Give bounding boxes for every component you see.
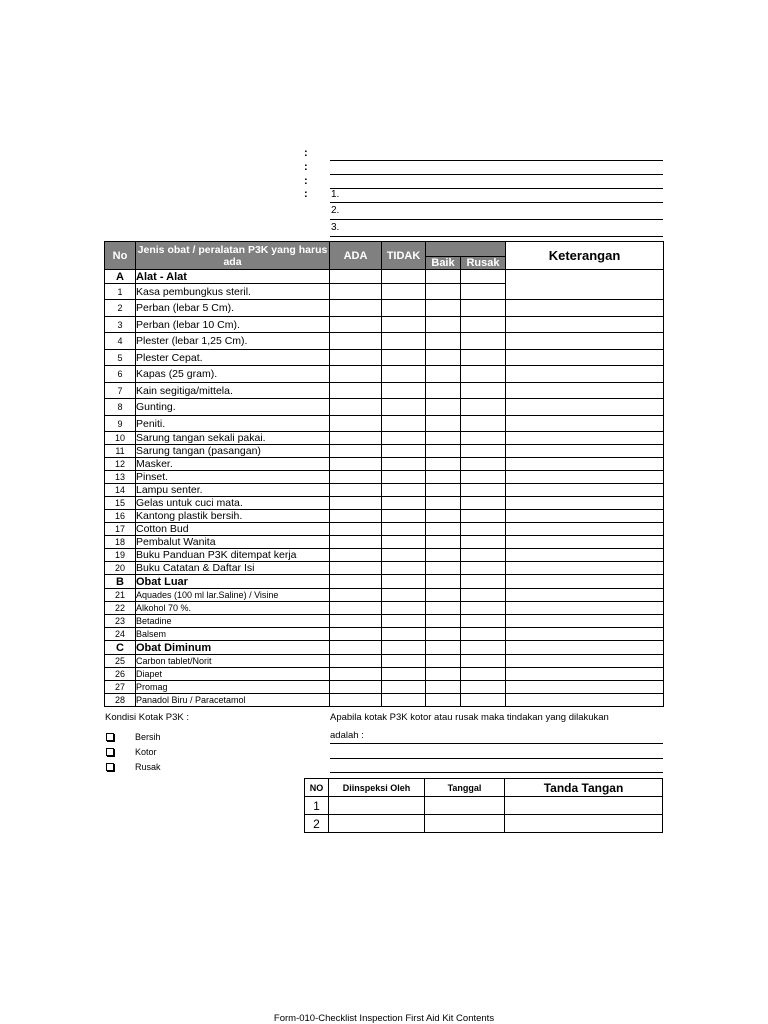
check-cell-tidak[interactable] xyxy=(382,523,426,536)
sig-cell-sign[interactable] xyxy=(505,797,663,815)
option-rusak: Rusak xyxy=(135,762,161,772)
check-cell-baik[interactable] xyxy=(426,536,461,549)
keterangan-cell[interactable] xyxy=(506,681,664,694)
item-number: 5 xyxy=(105,350,136,366)
header-baik: Baik xyxy=(426,257,461,270)
option-kotor: Kotor xyxy=(135,747,157,757)
keterangan-cell[interactable] xyxy=(506,694,664,707)
check-cell-baik[interactable] xyxy=(426,668,461,681)
check-cell-tidak[interactable] xyxy=(382,536,426,549)
check-cell-tidak[interactable] xyxy=(382,484,426,497)
check-cell-ada[interactable] xyxy=(330,458,382,471)
check-cell-ada[interactable] xyxy=(330,416,382,432)
check-cell[interactable] xyxy=(461,575,506,589)
check-cell-tidak[interactable] xyxy=(382,681,426,694)
keterangan-cell[interactable] xyxy=(506,523,664,536)
item-number: 12 xyxy=(105,458,136,471)
field-line[interactable] xyxy=(330,219,663,220)
item-number: 26 xyxy=(105,668,136,681)
item-row xyxy=(105,602,664,615)
check-cell-tidak[interactable] xyxy=(382,497,426,510)
colon: : xyxy=(304,188,308,200)
item-name: Lampu senter. xyxy=(136,484,330,497)
check-cell-ada[interactable] xyxy=(330,523,382,536)
item-number: 20 xyxy=(105,562,136,575)
keterangan-cell[interactable] xyxy=(506,300,664,317)
check-cell-rusak[interactable] xyxy=(461,562,506,575)
item-row xyxy=(105,284,664,300)
check-cell-ada[interactable] xyxy=(330,615,382,628)
checklist-table xyxy=(104,241,664,707)
item-number: 23 xyxy=(105,615,136,628)
item-number: 24 xyxy=(105,628,136,641)
keterangan-cell[interactable] xyxy=(506,458,664,471)
check-cell-ada[interactable] xyxy=(330,562,382,575)
keterangan-cell[interactable] xyxy=(506,350,664,366)
keterangan-cell[interactable] xyxy=(506,317,664,333)
keterangan-cell[interactable] xyxy=(506,602,664,615)
item-name: Plester (lebar 1,25 Cm). xyxy=(136,333,330,350)
item-row xyxy=(105,628,664,641)
sig-cell-inspector[interactable] xyxy=(329,815,425,833)
option-bersih: Bersih xyxy=(135,732,161,742)
check-cell[interactable] xyxy=(426,641,461,655)
check-cell[interactable] xyxy=(330,575,382,589)
check-cell-baik[interactable] xyxy=(426,471,461,484)
keterangan-cell[interactable] xyxy=(506,383,664,399)
keterangan-cell[interactable] xyxy=(506,641,664,655)
check-cell-baik[interactable] xyxy=(426,681,461,694)
action-text-2: adalah : xyxy=(330,730,364,741)
check-cell[interactable] xyxy=(382,270,426,284)
check-cell-rusak[interactable] xyxy=(461,416,506,432)
sig-header-no: NO xyxy=(305,779,329,797)
item-name: Carbon tablet/Norit xyxy=(136,655,330,668)
item-name: Masker. xyxy=(136,458,330,471)
check-cell-tidak[interactable] xyxy=(382,615,426,628)
item-row xyxy=(105,497,664,510)
check-cell-baik[interactable] xyxy=(426,284,461,300)
sig-row-no: 1 xyxy=(305,797,329,815)
item-name: Sarung tangan sekali pakai. xyxy=(136,432,330,445)
sig-row-no: 2 xyxy=(305,815,329,833)
footer: Form-010-Checklist Inspection First Aid Kit Contents xyxy=(273,1013,495,1024)
checkbox-rusak[interactable] xyxy=(106,763,114,771)
item-row xyxy=(105,399,664,416)
check-cell-baik[interactable] xyxy=(426,615,461,628)
check-cell-baik[interactable] xyxy=(426,366,461,383)
check-cell-tidak[interactable] xyxy=(382,416,426,432)
header-jenis: Jenis obat / peralatan P3K yang harus ada xyxy=(136,242,330,270)
item-number: 28 xyxy=(105,694,136,707)
item-number: 11 xyxy=(105,445,136,458)
keterangan-cell[interactable] xyxy=(506,416,664,432)
item-row xyxy=(105,655,664,668)
check-cell-ada[interactable] xyxy=(330,399,382,416)
check-cell-tidak[interactable] xyxy=(382,366,426,383)
check-cell-rusak[interactable] xyxy=(461,549,506,562)
item-name: Sarung tangan (pasangan) xyxy=(136,445,330,458)
check-cell-ada[interactable] xyxy=(330,668,382,681)
check-cell-tidak[interactable] xyxy=(382,562,426,575)
check-cell-baik[interactable] xyxy=(426,589,461,602)
check-cell[interactable] xyxy=(382,641,426,655)
sig-cell-date[interactable] xyxy=(425,797,505,815)
sig-cell-sign[interactable] xyxy=(505,815,663,833)
check-cell-tidak[interactable] xyxy=(382,350,426,366)
sig-header-sign: Tanda Tangan xyxy=(505,779,663,797)
check-cell-rusak[interactable] xyxy=(461,497,506,510)
check-cell[interactable] xyxy=(382,575,426,589)
check-cell-tidak[interactable] xyxy=(382,471,426,484)
check-cell-ada[interactable] xyxy=(330,350,382,366)
keterangan-cell[interactable] xyxy=(506,399,664,416)
item-number: 22 xyxy=(105,602,136,615)
item-name: Buku Panduan P3K ditempat kerja xyxy=(136,549,330,562)
check-cell-rusak[interactable] xyxy=(461,668,506,681)
header-condition xyxy=(426,242,506,257)
check-cell-rusak[interactable] xyxy=(461,589,506,602)
check-cell-baik[interactable] xyxy=(426,694,461,707)
check-cell-baik[interactable] xyxy=(426,445,461,458)
numbered-label: 2. xyxy=(331,205,340,216)
check-cell-baik[interactable] xyxy=(426,333,461,350)
checkbox-bersih[interactable] xyxy=(106,733,114,741)
item-name: Pinset. xyxy=(136,471,330,484)
check-cell-rusak[interactable] xyxy=(461,681,506,694)
section-row xyxy=(105,575,664,589)
check-cell-rusak[interactable] xyxy=(461,458,506,471)
keterangan-cell[interactable] xyxy=(506,628,664,641)
item-row xyxy=(105,510,664,523)
item-number: 2 xyxy=(105,300,136,317)
header-rusak: Rusak xyxy=(461,257,506,270)
section-code: A xyxy=(105,270,136,284)
item-name: Kain segitiga/mittela. xyxy=(136,383,330,399)
check-cell-rusak[interactable] xyxy=(461,383,506,399)
signature-table xyxy=(304,778,663,833)
numbered-label: 1. xyxy=(331,189,340,200)
check-cell-tidak[interactable] xyxy=(382,317,426,333)
item-row xyxy=(105,416,664,432)
check-cell-tidak[interactable] xyxy=(382,655,426,668)
item-number: 14 xyxy=(105,484,136,497)
action-line[interactable] xyxy=(330,743,663,744)
check-cell-baik[interactable] xyxy=(426,399,461,416)
check-cell-rusak[interactable] xyxy=(461,399,506,416)
action-text: Apabila kotak P3K kotor atau rusak maka tindakan yang dilakukan xyxy=(330,712,609,723)
colon: : xyxy=(304,161,308,173)
item-row xyxy=(105,445,664,458)
check-cell-rusak[interactable] xyxy=(461,350,506,366)
sig-header-inspector: Diinspeksi Oleh xyxy=(329,779,425,797)
check-cell-rusak[interactable] xyxy=(461,484,506,497)
item-name: Plester Cepat. xyxy=(136,350,330,366)
item-name: Peniti. xyxy=(136,416,330,432)
keterangan-cell[interactable] xyxy=(506,471,664,484)
check-cell[interactable] xyxy=(330,641,382,655)
check-cell-ada[interactable] xyxy=(330,549,382,562)
item-name: Kapas (25 gram). xyxy=(136,366,330,383)
check-cell-ada[interactable] xyxy=(330,366,382,383)
check-cell-ada[interactable] xyxy=(330,602,382,615)
section-code: C xyxy=(105,641,136,655)
keterangan-cell[interactable] xyxy=(506,536,664,549)
keterangan-cell[interactable] xyxy=(506,589,664,602)
check-cell[interactable] xyxy=(461,270,506,284)
section-title: Obat Diminum xyxy=(136,641,330,655)
item-row xyxy=(105,536,664,549)
check-cell-baik[interactable] xyxy=(426,549,461,562)
check-cell-rusak[interactable] xyxy=(461,432,506,445)
item-row xyxy=(105,615,664,628)
check-cell-ada[interactable] xyxy=(330,484,382,497)
item-row xyxy=(105,458,664,471)
check-cell-rusak[interactable] xyxy=(461,523,506,536)
item-name: Kantong plastik bersih. xyxy=(136,510,330,523)
check-cell-ada[interactable] xyxy=(330,383,382,399)
check-cell-rusak[interactable] xyxy=(461,655,506,668)
sig-cell-date[interactable] xyxy=(425,815,505,833)
colon: : xyxy=(304,147,308,159)
check-cell-rusak[interactable] xyxy=(461,333,506,350)
keterangan-cell[interactable] xyxy=(506,575,664,589)
section-row xyxy=(105,270,664,284)
keterangan-cell[interactable] xyxy=(506,432,664,445)
check-cell-tidak[interactable] xyxy=(382,602,426,615)
checkbox-kotor[interactable] xyxy=(106,748,114,756)
check-cell-baik[interactable] xyxy=(426,602,461,615)
item-row xyxy=(105,300,664,317)
numbered-label: 3. xyxy=(331,222,340,233)
item-name: Aquades (100 ml lar.Saline) / Visine xyxy=(136,589,330,602)
check-cell-baik[interactable] xyxy=(426,350,461,366)
item-row xyxy=(105,432,664,445)
item-number: 18 xyxy=(105,536,136,549)
check-cell-rusak[interactable] xyxy=(461,602,506,615)
check-cell-ada[interactable] xyxy=(330,589,382,602)
check-cell-baik[interactable] xyxy=(426,317,461,333)
item-name: Perban (lebar 10 Cm). xyxy=(136,317,330,333)
field-line[interactable] xyxy=(330,202,663,203)
keterangan-cell[interactable] xyxy=(506,549,664,562)
check-cell-ada[interactable] xyxy=(330,333,382,350)
item-name: Perban (lebar 5 Cm). xyxy=(136,300,330,317)
check-cell-ada[interactable] xyxy=(330,510,382,523)
item-number: 7 xyxy=(105,383,136,399)
check-cell-tidak[interactable] xyxy=(382,284,426,300)
check-cell-ada[interactable] xyxy=(330,432,382,445)
check-cell-rusak[interactable] xyxy=(461,628,506,641)
action-line[interactable] xyxy=(330,772,663,773)
item-row xyxy=(105,681,664,694)
check-cell-rusak[interactable] xyxy=(461,317,506,333)
check-cell-ada[interactable] xyxy=(330,681,382,694)
check-cell-tidak[interactable] xyxy=(382,432,426,445)
keterangan-cell[interactable] xyxy=(506,484,664,497)
check-cell-tidak[interactable] xyxy=(382,694,426,707)
check-cell[interactable] xyxy=(330,270,382,284)
check-cell-baik[interactable] xyxy=(426,523,461,536)
check-cell-ada[interactable] xyxy=(330,471,382,484)
field-line[interactable] xyxy=(330,236,663,237)
item-row xyxy=(105,562,664,575)
check-cell-baik[interactable] xyxy=(426,300,461,317)
check-cell-baik[interactable] xyxy=(426,562,461,575)
item-number: 1 xyxy=(105,284,136,300)
check-cell-baik[interactable] xyxy=(426,484,461,497)
check-cell-ada[interactable] xyxy=(330,536,382,549)
item-row xyxy=(105,549,664,562)
check-cell-baik[interactable] xyxy=(426,510,461,523)
check-cell-ada[interactable] xyxy=(330,497,382,510)
condition-label: Kondisi Kotak P3K : xyxy=(105,712,189,723)
keterangan-cell[interactable] xyxy=(506,655,664,668)
item-row xyxy=(105,333,664,350)
keterangan-cell[interactable] xyxy=(506,366,664,383)
item-number: 3 xyxy=(105,317,136,333)
check-cell-baik[interactable] xyxy=(426,458,461,471)
check-cell-tidak[interactable] xyxy=(382,333,426,350)
item-name: Promag xyxy=(136,681,330,694)
check-cell-baik[interactable] xyxy=(426,416,461,432)
check-cell-tidak[interactable] xyxy=(382,589,426,602)
check-cell-tidak[interactable] xyxy=(382,628,426,641)
field-line[interactable] xyxy=(330,160,663,161)
item-number: 10 xyxy=(105,432,136,445)
keterangan-cell[interactable] xyxy=(506,510,664,523)
check-cell-ada[interactable] xyxy=(330,655,382,668)
item-name: Diapet xyxy=(136,668,330,681)
check-cell-ada[interactable] xyxy=(330,694,382,707)
sig-header-date: Tanggal xyxy=(425,779,505,797)
action-line[interactable] xyxy=(330,758,663,759)
check-cell-ada[interactable] xyxy=(330,300,382,317)
item-number: 15 xyxy=(105,497,136,510)
item-row xyxy=(105,589,664,602)
header-ada: ADA xyxy=(330,242,382,270)
header-no: No xyxy=(105,242,136,270)
item-name: Panadol Biru / Paracetamol xyxy=(136,694,330,707)
field-line[interactable] xyxy=(330,174,663,175)
item-name: Kasa pembungkus steril. xyxy=(136,284,330,300)
keterangan-cell[interactable] xyxy=(506,270,664,284)
item-number: 25 xyxy=(105,655,136,668)
item-number: 27 xyxy=(105,681,136,694)
check-cell-ada[interactable] xyxy=(330,284,382,300)
colon: : xyxy=(304,175,308,187)
section-title: Obat Luar xyxy=(136,575,330,589)
item-row xyxy=(105,523,664,536)
section-title: Alat - Alat xyxy=(136,270,330,284)
keterangan-cell[interactable] xyxy=(506,497,664,510)
check-cell-tidak[interactable] xyxy=(382,445,426,458)
check-cell-tidak[interactable] xyxy=(382,383,426,399)
check-cell[interactable] xyxy=(426,270,461,284)
check-cell-rusak[interactable] xyxy=(461,300,506,317)
section-row xyxy=(105,641,664,655)
check-cell-ada[interactable] xyxy=(330,445,382,458)
check-cell-baik[interactable] xyxy=(426,628,461,641)
check-cell-tidak[interactable] xyxy=(382,399,426,416)
item-row xyxy=(105,366,664,383)
keterangan-cell[interactable] xyxy=(506,284,664,300)
item-row xyxy=(105,668,664,681)
item-number: 6 xyxy=(105,366,136,383)
keterangan-cell[interactable] xyxy=(506,562,664,575)
check-cell-baik[interactable] xyxy=(426,497,461,510)
item-row xyxy=(105,484,664,497)
keterangan-cell[interactable] xyxy=(506,668,664,681)
item-name: Gelas untuk cuci mata. xyxy=(136,497,330,510)
item-number: 17 xyxy=(105,523,136,536)
check-cell-rusak[interactable] xyxy=(461,471,506,484)
item-row xyxy=(105,350,664,366)
keterangan-cell[interactable] xyxy=(506,615,664,628)
check-cell-ada[interactable] xyxy=(330,317,382,333)
header-tidak: TIDAK xyxy=(382,242,426,270)
check-cell-baik[interactable] xyxy=(426,432,461,445)
sig-cell-inspector[interactable] xyxy=(329,797,425,815)
item-number: 21 xyxy=(105,589,136,602)
item-name: Buku Catatan & Daftar Isi xyxy=(136,562,330,575)
item-number: 19 xyxy=(105,549,136,562)
check-cell-rusak[interactable] xyxy=(461,615,506,628)
check-cell-rusak[interactable] xyxy=(461,694,506,707)
item-name: Gunting. xyxy=(136,399,330,416)
item-row xyxy=(105,471,664,484)
check-cell-tidak[interactable] xyxy=(382,458,426,471)
item-number: 16 xyxy=(105,510,136,523)
item-name: Betadine xyxy=(136,615,330,628)
header-keterangan: Keterangan xyxy=(506,242,664,270)
check-cell-rusak[interactable] xyxy=(461,536,506,549)
keterangan-cell[interactable] xyxy=(506,333,664,350)
check-cell-tidak[interactable] xyxy=(382,510,426,523)
check-cell-ada[interactable] xyxy=(330,628,382,641)
field-line[interactable] xyxy=(330,188,663,189)
item-number: 9 xyxy=(105,416,136,432)
check-cell[interactable] xyxy=(461,641,506,655)
item-name: Cotton Bud xyxy=(136,523,330,536)
check-cell-tidak[interactable] xyxy=(382,300,426,317)
item-row xyxy=(105,383,664,399)
item-number: 13 xyxy=(105,471,136,484)
item-row xyxy=(105,317,664,333)
check-cell-rusak[interactable] xyxy=(461,510,506,523)
keterangan-cell[interactable] xyxy=(506,445,664,458)
check-cell-rusak[interactable] xyxy=(461,366,506,383)
check-cell-rusak[interactable] xyxy=(461,284,506,300)
check-cell-baik[interactable] xyxy=(426,655,461,668)
item-number: 4 xyxy=(105,333,136,350)
check-cell-tidak[interactable] xyxy=(382,668,426,681)
item-name: Pembalut Wanita xyxy=(136,536,330,549)
check-cell-rusak[interactable] xyxy=(461,445,506,458)
section-code: B xyxy=(105,575,136,589)
item-name: Alkohol 70 %. xyxy=(136,602,330,615)
check-cell-baik[interactable] xyxy=(426,383,461,399)
item-name: Balsem xyxy=(136,628,330,641)
check-cell-tidak[interactable] xyxy=(382,549,426,562)
item-number: 8 xyxy=(105,399,136,416)
check-cell[interactable] xyxy=(426,575,461,589)
item-row xyxy=(105,694,664,707)
